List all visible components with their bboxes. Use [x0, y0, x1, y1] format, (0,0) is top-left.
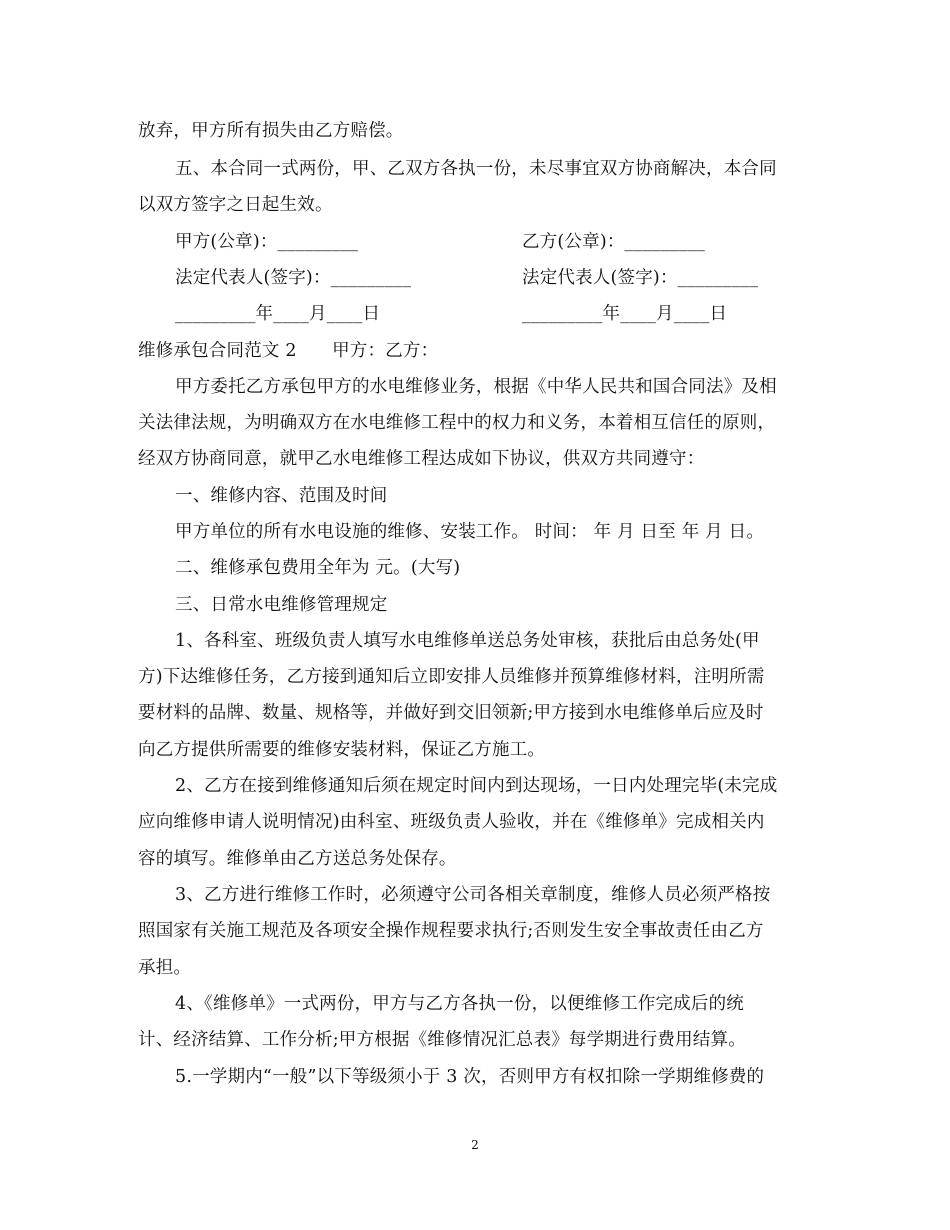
party-a-seal-field: 甲方(公章)：_________ — [175, 232, 359, 252]
rule-item-line: 5.一学期内“一般”以下等级须小于 3 次，否则甲方有权扣除一学期维修费的 — [175, 1067, 765, 1087]
section-heading: 三、日常水电维修管理规定 — [175, 595, 388, 615]
paragraph-line: 甲方单位的所有水电设施的维修、安装工作。 时间： 年 月 日至 年 月 日。 — [175, 522, 765, 542]
clause-five-line: 以双方签字之日起生效。 — [138, 195, 333, 215]
rule-item-line: 3、乙方进行维修工作时，必须遵守公司各相关章制度，维修人员必须严格按 — [175, 885, 771, 905]
rule-item-line: 计、经济结算、工作分析;甲方根据《维修情况汇总表》每学期进行费用结算。 — [138, 1030, 746, 1050]
paragraph-line: 放弃，甲方所有损失由乙方赔偿。 — [138, 121, 404, 141]
section-heading: 一、维修内容、范围及时间 — [175, 486, 388, 506]
intro-paragraph-line: 甲方委托乙方承包甲方的水电维修业务，根据《中华人民共和国合同法》及相 — [175, 377, 777, 397]
section-heading: 二、维修承包费用全年为 元。(大写) — [175, 558, 461, 578]
rule-item-line: 容的填写。维修单由乙方送总务处保存。 — [138, 849, 457, 869]
party-a-date-field: _________年____月____日 — [175, 304, 381, 324]
intro-paragraph-line: 关法律法规，为明确双方在水电维修工程中的权力和义务，本着相互信任的原则， — [138, 413, 776, 433]
party-b-representative-field: 法定代表人(签字)：_________ — [522, 268, 759, 288]
section-title: 维修承包合同范文 2 甲方：乙方： — [138, 341, 439, 361]
party-b-seal-field: 乙方(公章)：_________ — [522, 232, 706, 252]
rule-item-line: 向乙方提供所需要的维修安装材料，保证乙方施工。 — [138, 740, 546, 760]
rule-item-line: 承担。 — [138, 958, 192, 978]
party-b-date-field: _________年____月____日 — [522, 304, 728, 324]
rule-item-line: 2、乙方在接到维修通知后须在规定时间内到达现场，一日内处理完毕(未完成 — [175, 776, 778, 796]
rule-item-line: 照国家有关施工规范及各项安全操作规程要求执行;否则发生安全事故责任由乙方 — [138, 921, 764, 941]
party-a-representative-field: 法定代表人(签字)：_________ — [175, 268, 412, 288]
rule-item-line: 要材料的品牌、数量、规格等，并做好到交旧领新;甲方接到水电维修单后应及时 — [138, 703, 764, 723]
clause-five-line: 五、本合同一式两份，甲、乙双方各执一份，未尽事宜双方协商解决，本合同 — [175, 159, 777, 179]
rule-item-line: 4、《维修单》一式两份，甲方与乙方各执一份，以便维修工作完成后的统 — [175, 994, 744, 1014]
page-number: 2 — [471, 1138, 479, 1152]
intro-paragraph-line: 经双方协商同意，就甲乙水电维修工程达成如下协议，供双方共同遵守： — [138, 449, 705, 469]
rule-item-line: 应向维修申请人说明情况)由科室、班级负责人验收，并在《维修单》完成相关内 — [138, 812, 765, 832]
rule-item-line: 方)下达维修任务，乙方接到通知后立即安排人员维修并预算维修材料，注明所需 — [138, 667, 765, 687]
rule-item-line: 1、各科室、班级负责人填写水电维修单送总务处审核，获批后由总务处(甲 — [175, 631, 760, 651]
